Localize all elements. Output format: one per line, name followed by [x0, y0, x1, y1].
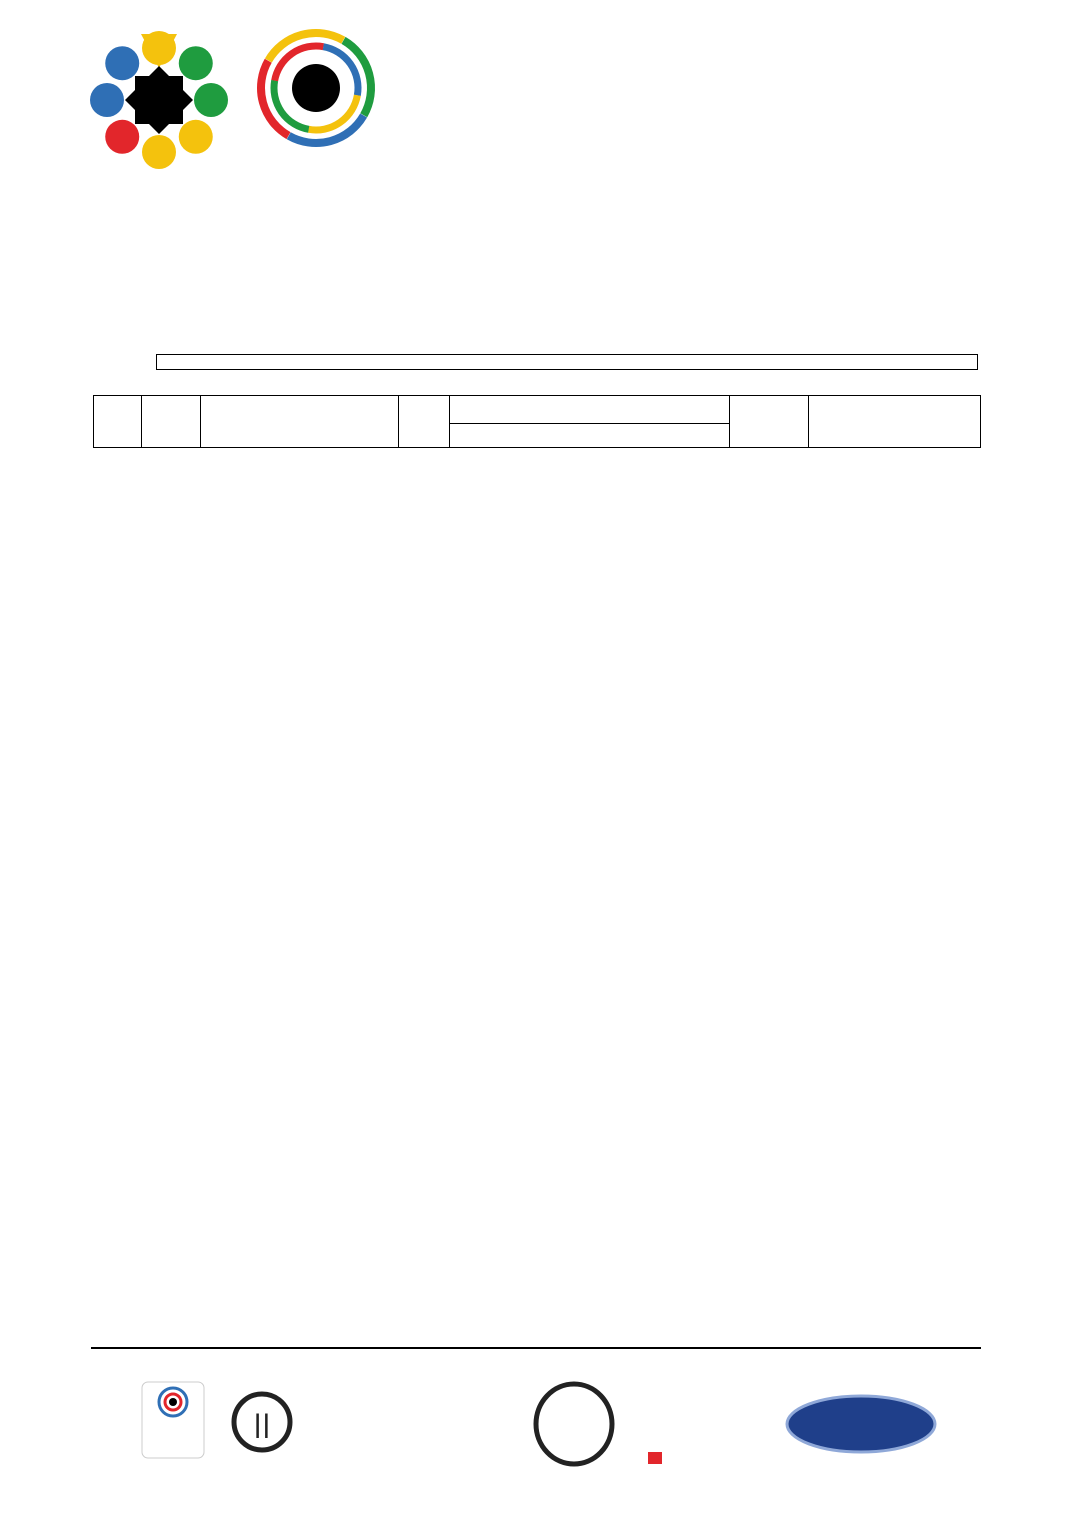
- rws-logo: [536, 1384, 612, 1464]
- table-header: [93, 395, 981, 448]
- emblem-petal: [141, 31, 177, 68]
- sius-logo: [648, 1452, 662, 1464]
- sponsor-bar: [130, 1372, 950, 1482]
- svg-text:||: ||: [253, 1409, 271, 1438]
- beretta-logo: [234, 1394, 290, 1450]
- event-emblem-logo: [90, 30, 228, 170]
- issf-platinum-logo: [142, 1382, 204, 1458]
- footer-divider: [91, 1347, 981, 1349]
- records-box: [156, 354, 978, 370]
- issf-logo: [255, 28, 377, 183]
- promatic-logo: [787, 1396, 935, 1452]
